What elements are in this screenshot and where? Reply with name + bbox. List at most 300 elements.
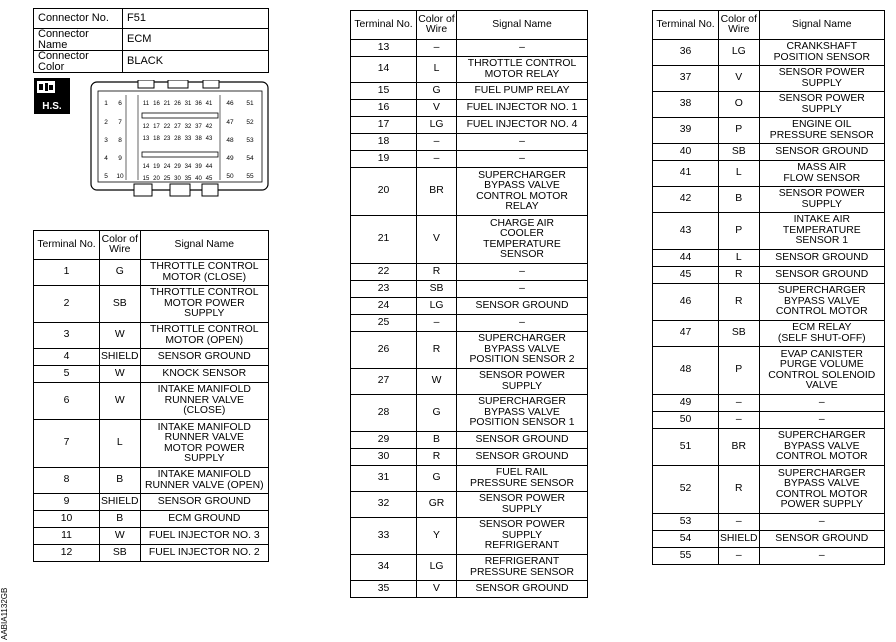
terminal-no-cell: 13 bbox=[351, 40, 417, 57]
pin-number: 47 bbox=[226, 119, 234, 126]
signal-name-cell: MASS AIR FLOW SENSOR bbox=[759, 161, 884, 187]
terminal-no-cell: 48 bbox=[653, 347, 719, 395]
signal-name-cell: ENGINE OIL PRESSURE SENSOR bbox=[759, 118, 884, 144]
wire-color-cell: GR bbox=[417, 492, 457, 518]
pin-number: 8 bbox=[118, 137, 122, 144]
terminal-no-cell: 2 bbox=[34, 286, 100, 323]
signal-name-cell: – bbox=[759, 514, 884, 531]
terminal-no-cell: 4 bbox=[34, 349, 100, 366]
pin-layer bbox=[104, 95, 254, 182]
signal-name-cell: SENSOR POWER SUPPLY bbox=[457, 492, 588, 518]
terminal-header: Terminal No. bbox=[653, 11, 719, 40]
wire-color-cell: R bbox=[719, 466, 760, 514]
terminal-row bbox=[653, 250, 885, 267]
terminal-no-cell: 47 bbox=[653, 321, 719, 347]
terminal-row bbox=[34, 545, 269, 562]
pin-number: 23 bbox=[163, 136, 171, 142]
wire-color-cell: – bbox=[417, 151, 457, 168]
wire-color-cell: W bbox=[100, 366, 141, 383]
terminal-no-cell: 31 bbox=[351, 466, 417, 492]
connector-name-row bbox=[34, 29, 269, 51]
terminal-no-cell: 30 bbox=[351, 449, 417, 466]
terminal-no-cell: 53 bbox=[653, 514, 719, 531]
terminal-no-cell: 46 bbox=[653, 284, 719, 321]
terminal-no-cell: 8 bbox=[34, 468, 100, 494]
signal-name-cell: SENSOR GROUND bbox=[759, 531, 884, 548]
pin-number: 55 bbox=[246, 173, 254, 180]
pin-number: 2 bbox=[104, 119, 108, 126]
wire-color-cell: – bbox=[719, 412, 760, 429]
wire-color-cell: – bbox=[719, 548, 760, 565]
terminal-row bbox=[653, 144, 885, 161]
terminal-no-cell: 39 bbox=[653, 118, 719, 144]
color-header: Color of Wire bbox=[719, 11, 760, 40]
pin-number: 5 bbox=[104, 173, 108, 180]
terminal-row bbox=[653, 548, 885, 565]
terminal-no-cell: 1 bbox=[34, 260, 100, 286]
signal-name-cell: ECM GROUND bbox=[140, 511, 268, 528]
wire-color-cell: V bbox=[417, 216, 457, 264]
signal-name-cell: SENSOR POWER SUPPLY bbox=[759, 92, 884, 118]
terminal-no-cell: 52 bbox=[653, 466, 719, 514]
wire-color-cell: B bbox=[417, 432, 457, 449]
pin-number: 54 bbox=[246, 155, 254, 162]
wire-color-cell: W bbox=[100, 528, 141, 545]
terminal-no-cell: 51 bbox=[653, 429, 719, 466]
signal-name-cell: – bbox=[759, 548, 884, 565]
terminal-row bbox=[653, 284, 885, 321]
terminal-no-cell: 42 bbox=[653, 187, 719, 213]
pin-number: 15 bbox=[142, 176, 150, 182]
wire-color-cell: BR bbox=[417, 168, 457, 216]
terminal-row bbox=[653, 321, 885, 347]
pin-number: 30 bbox=[174, 176, 181, 182]
pin-number: 3 bbox=[104, 137, 108, 144]
wire-color-cell: R bbox=[417, 332, 457, 369]
terminal-no-cell: 3 bbox=[34, 323, 100, 349]
pin-number: 32 bbox=[184, 124, 192, 130]
pin-number: 38 bbox=[195, 136, 202, 142]
pin-number: 46 bbox=[226, 100, 234, 107]
pin-number: 28 bbox=[174, 136, 181, 142]
signal-name-cell: FUEL PUMP RELAY bbox=[457, 83, 588, 100]
terminal-row bbox=[34, 468, 269, 494]
terminal-header: Terminal No. bbox=[34, 231, 100, 260]
wire-color-cell: L bbox=[417, 57, 457, 83]
terminal-row bbox=[34, 323, 269, 349]
terminal-row bbox=[34, 420, 269, 468]
wire-color-cell: G bbox=[417, 395, 457, 432]
terminal-row bbox=[351, 168, 588, 216]
connector-no-label: Connector No. bbox=[34, 9, 123, 29]
header-row bbox=[653, 11, 885, 40]
pin-number: 24 bbox=[163, 164, 171, 170]
terminal-no-cell: 11 bbox=[34, 528, 100, 545]
pin-number: 36 bbox=[195, 101, 202, 107]
terminal-row bbox=[653, 347, 885, 395]
pin-number: 41 bbox=[205, 101, 213, 107]
pin-number: 22 bbox=[163, 124, 171, 130]
pin-number: 34 bbox=[184, 164, 192, 170]
signal-name-cell: FUEL INJECTOR NO. 1 bbox=[457, 100, 588, 117]
terminal-row bbox=[351, 466, 588, 492]
pin-number: 7 bbox=[118, 119, 122, 126]
signal-name-cell: SENSOR POWER SUPPLY bbox=[759, 187, 884, 213]
wire-color-cell: V bbox=[719, 66, 760, 92]
signal-name-cell: ECM RELAY (SELF SHUT-OFF) bbox=[759, 321, 884, 347]
wire-color-cell: – bbox=[719, 395, 760, 412]
terminal-no-cell: 36 bbox=[653, 40, 719, 66]
header-row bbox=[351, 11, 588, 40]
terminal-row bbox=[351, 555, 588, 581]
pin-number: 18 bbox=[153, 136, 160, 142]
wire-color-cell: L bbox=[100, 420, 141, 468]
terminal-no-cell: 6 bbox=[34, 383, 100, 420]
pin-number: 48 bbox=[226, 137, 234, 144]
terminal-no-cell: 34 bbox=[351, 555, 417, 581]
signal-name-cell: SENSOR GROUND bbox=[759, 144, 884, 161]
signal-name-cell: SUPERCHARGER BYPASS VALVE CONTROL MOTOR bbox=[759, 429, 884, 466]
terminal-row bbox=[653, 66, 885, 92]
signal-name-cell: – bbox=[457, 264, 588, 281]
terminal-no-cell: 14 bbox=[351, 57, 417, 83]
terminal-row bbox=[351, 298, 588, 315]
terminal-row bbox=[653, 40, 885, 66]
terminal-row bbox=[351, 151, 588, 168]
wire-color-cell: – bbox=[417, 40, 457, 57]
signal-name-cell: CHARGE AIR COOLER TEMPERATURE SENSOR bbox=[457, 216, 588, 264]
terminal-row bbox=[351, 369, 588, 395]
signal-name-cell: THROTTLE CONTROL MOTOR (CLOSE) bbox=[140, 260, 268, 286]
connector-name-label: Connector Name bbox=[34, 29, 123, 51]
pin-number: 39 bbox=[195, 164, 202, 170]
signal-header: Signal Name bbox=[759, 11, 884, 40]
terminal-row bbox=[653, 429, 885, 466]
wire-color-cell: B bbox=[100, 511, 141, 528]
pin-number: 35 bbox=[184, 176, 192, 182]
pin-number: 52 bbox=[246, 119, 254, 126]
wire-color-cell: P bbox=[719, 213, 760, 250]
terminal-row bbox=[351, 57, 588, 83]
color-header: Color of Wire bbox=[100, 231, 141, 260]
pin-number: 21 bbox=[163, 101, 171, 107]
signal-name-cell: SENSOR GROUND bbox=[457, 449, 588, 466]
terminal-row bbox=[653, 395, 885, 412]
terminal-row bbox=[351, 518, 588, 555]
connector-no-value: F51 bbox=[123, 9, 269, 29]
hs-label: H.S. bbox=[42, 101, 62, 112]
terminal-no-cell: 55 bbox=[653, 548, 719, 565]
terminal-no-cell: 37 bbox=[653, 66, 719, 92]
signal-name-cell: SUPERCHARGER BYPASS VALVE POSITION SENSOR 2 bbox=[457, 332, 588, 369]
pin-number: 49 bbox=[226, 155, 234, 162]
pin-number: 51 bbox=[246, 100, 254, 107]
terminal-row bbox=[34, 349, 269, 366]
signal-name-cell: SENSOR GROUND bbox=[759, 267, 884, 284]
wire-color-cell: SB bbox=[719, 321, 760, 347]
pin-number: 14 bbox=[142, 164, 150, 170]
pin-number: 40 bbox=[195, 176, 202, 182]
wire-color-cell: SHIELD bbox=[100, 349, 141, 366]
terminal-no-cell: 10 bbox=[34, 511, 100, 528]
signal-name-cell: EVAP CANISTER PURGE VOLUME CONTROL SOLENOID VALVE bbox=[759, 347, 884, 395]
terminal-no-cell: 33 bbox=[351, 518, 417, 555]
terminal-row bbox=[351, 449, 588, 466]
terminal-no-cell: 32 bbox=[351, 492, 417, 518]
wire-color-cell: W bbox=[417, 369, 457, 395]
hand-spanner-icon bbox=[34, 78, 70, 114]
terminal-no-cell: 44 bbox=[653, 250, 719, 267]
terminal-no-cell: 38 bbox=[653, 92, 719, 118]
signal-name-cell: – bbox=[457, 40, 588, 57]
terminal-row bbox=[351, 492, 588, 518]
wire-color-cell: – bbox=[719, 514, 760, 531]
terminal-no-cell: 21 bbox=[351, 216, 417, 264]
terminal-row bbox=[351, 581, 588, 598]
wire-color-cell: – bbox=[417, 134, 457, 151]
connector-name-value: ECM bbox=[123, 29, 269, 51]
wire-color-cell: O bbox=[719, 92, 760, 118]
signal-name-cell: – bbox=[457, 151, 588, 168]
wire-color-cell: LG bbox=[719, 40, 760, 66]
terminal-no-cell: 12 bbox=[34, 545, 100, 562]
wire-color-cell: SB bbox=[100, 286, 141, 323]
signal-name-cell: – bbox=[759, 412, 884, 429]
terminal-no-cell: 26 bbox=[351, 332, 417, 369]
pin-number: 44 bbox=[205, 164, 213, 170]
terminal-no-cell: 27 bbox=[351, 369, 417, 395]
wire-color-cell: L bbox=[719, 161, 760, 187]
pin-number: 4 bbox=[104, 155, 108, 162]
signal-name-cell: THROTTLE CONTROL MOTOR RELAY bbox=[457, 57, 588, 83]
signal-name-cell: – bbox=[457, 315, 588, 332]
terminal-row bbox=[34, 511, 269, 528]
pin-number: 19 bbox=[153, 164, 160, 170]
signal-name-cell: FUEL INJECTOR NO. 4 bbox=[457, 117, 588, 134]
pin-number: 43 bbox=[205, 136, 213, 142]
pin-number: 50 bbox=[226, 173, 234, 180]
figure-code: AABIA1132GB bbox=[0, 587, 9, 640]
terminal-row bbox=[34, 528, 269, 545]
signal-name-cell: SENSOR POWER SUPPLY REFRIGERANT bbox=[457, 518, 588, 555]
signal-name-cell: INTAKE MANIFOLD RUNNER VALVE MOTOR POWER SUPPLY bbox=[140, 420, 268, 468]
pin-number: 45 bbox=[205, 176, 213, 182]
signal-name-cell: CRANKSHAFT POSITION SENSOR bbox=[759, 40, 884, 66]
signal-name-cell: INTAKE AIR TEMPERATURE SENSOR 1 bbox=[759, 213, 884, 250]
signal-name-cell: SENSOR GROUND bbox=[759, 250, 884, 267]
terminal-row bbox=[653, 267, 885, 284]
terminal-no-cell: 20 bbox=[351, 168, 417, 216]
terminal-row bbox=[653, 118, 885, 144]
wire-color-cell: LG bbox=[417, 555, 457, 581]
terminal-no-cell: 54 bbox=[653, 531, 719, 548]
terminal-row bbox=[653, 531, 885, 548]
pin-number: 37 bbox=[195, 124, 202, 130]
signal-name-cell: – bbox=[457, 134, 588, 151]
pin-number: 12 bbox=[142, 124, 150, 130]
pin-number: 10 bbox=[116, 173, 124, 180]
terminal-row bbox=[351, 117, 588, 134]
terminal-row bbox=[653, 466, 885, 514]
signal-name-cell: SENSOR GROUND bbox=[457, 581, 588, 598]
pin-number: 27 bbox=[174, 124, 181, 130]
terminal-no-cell: 5 bbox=[34, 366, 100, 383]
terminal-row bbox=[653, 161, 885, 187]
terminal-row bbox=[351, 315, 588, 332]
signal-name-cell: SENSOR GROUND bbox=[457, 298, 588, 315]
terminal-table-3 bbox=[652, 10, 885, 565]
terminal-header: Terminal No. bbox=[351, 11, 417, 40]
wire-color-cell: SHIELD bbox=[100, 494, 141, 511]
terminal-no-cell: 29 bbox=[351, 432, 417, 449]
terminal-row bbox=[351, 40, 588, 57]
wire-color-cell: G bbox=[417, 83, 457, 100]
terminal-no-cell: 15 bbox=[351, 83, 417, 100]
wire-color-cell: SB bbox=[100, 545, 141, 562]
signal-name-cell: THROTTLE CONTROL MOTOR (OPEN) bbox=[140, 323, 268, 349]
signal-name-cell: SUPERCHARGER BYPASS VALVE POSITION SENSOR 1 bbox=[457, 395, 588, 432]
signal-name-cell: SUPERCHARGER BYPASS VALVE CONTROL MOTOR bbox=[759, 284, 884, 321]
wire-color-cell: SHIELD bbox=[719, 531, 760, 548]
terminal-row bbox=[653, 514, 885, 531]
pin-number: 17 bbox=[153, 124, 160, 130]
terminal-no-cell: 17 bbox=[351, 117, 417, 134]
signal-name-cell: FUEL RAIL PRESSURE SENSOR bbox=[457, 466, 588, 492]
wire-color-cell: V bbox=[417, 100, 457, 117]
pin-number: 53 bbox=[246, 137, 254, 144]
signal-name-cell: INTAKE MANIFOLD RUNNER VALVE (CLOSE) bbox=[140, 383, 268, 420]
signal-header: Signal Name bbox=[457, 11, 588, 40]
connector-color-value: BLACK bbox=[123, 51, 269, 73]
signal-name-cell: INTAKE MANIFOLD RUNNER VALVE (OPEN) bbox=[140, 468, 268, 494]
signal-name-cell: SENSOR POWER SUPPLY bbox=[457, 369, 588, 395]
signal-name-cell: SENSOR POWER SUPPLY bbox=[759, 66, 884, 92]
wire-color-cell: P bbox=[719, 347, 760, 395]
signal-name-cell: SUPERCHARGER BYPASS VALVE CONTROL MOTOR POWER SUPPLY bbox=[759, 466, 884, 514]
pin-number: 25 bbox=[163, 176, 171, 182]
wire-color-cell: W bbox=[100, 383, 141, 420]
terminal-no-cell: 22 bbox=[351, 264, 417, 281]
signal-name-cell: FUEL INJECTOR NO. 3 bbox=[140, 528, 268, 545]
wire-color-cell: G bbox=[100, 260, 141, 286]
wire-color-cell: Y bbox=[417, 518, 457, 555]
color-header: Color of Wire bbox=[417, 11, 457, 40]
signal-name-cell: SENSOR GROUND bbox=[140, 349, 268, 366]
terminal-row bbox=[351, 134, 588, 151]
terminal-no-cell: 41 bbox=[653, 161, 719, 187]
wire-color-cell: B bbox=[100, 468, 141, 494]
terminal-row bbox=[351, 83, 588, 100]
pin-number: 11 bbox=[142, 101, 150, 107]
terminal-row bbox=[351, 100, 588, 117]
terminal-row bbox=[653, 213, 885, 250]
pin-number: 16 bbox=[153, 101, 160, 107]
terminal-row bbox=[351, 332, 588, 369]
wire-color-cell: – bbox=[417, 315, 457, 332]
terminal-no-cell: 19 bbox=[351, 151, 417, 168]
wire-color-cell: P bbox=[719, 118, 760, 144]
terminal-row bbox=[653, 187, 885, 213]
terminal-row bbox=[34, 383, 269, 420]
pin-number: 6 bbox=[118, 100, 122, 107]
wire-color-cell: G bbox=[417, 466, 457, 492]
terminal-row bbox=[351, 216, 588, 264]
pin-number: 42 bbox=[205, 124, 213, 130]
signal-name-cell: SENSOR GROUND bbox=[140, 494, 268, 511]
pin-number: 26 bbox=[174, 101, 181, 107]
terminal-no-cell: 28 bbox=[351, 395, 417, 432]
terminal-no-cell: 35 bbox=[351, 581, 417, 598]
signal-name-cell: SENSOR GROUND bbox=[457, 432, 588, 449]
wire-color-cell: R bbox=[417, 264, 457, 281]
terminal-row bbox=[351, 395, 588, 432]
signal-name-cell: – bbox=[457, 281, 588, 298]
connector-color-row bbox=[34, 51, 269, 73]
signal-header: Signal Name bbox=[140, 231, 268, 260]
wire-color-cell: R bbox=[719, 267, 760, 284]
terminal-row bbox=[34, 286, 269, 323]
wire-color-cell: L bbox=[719, 250, 760, 267]
terminal-row bbox=[351, 281, 588, 298]
pin-number: 13 bbox=[142, 136, 150, 142]
terminal-no-cell: 25 bbox=[351, 315, 417, 332]
pin-number: 31 bbox=[184, 101, 192, 107]
terminal-no-cell: 24 bbox=[351, 298, 417, 315]
wire-color-cell: R bbox=[417, 449, 457, 466]
wire-color-cell: R bbox=[719, 284, 760, 321]
wire-color-cell: SB bbox=[417, 281, 457, 298]
pin-number: 1 bbox=[104, 100, 108, 107]
terminal-row bbox=[34, 494, 269, 511]
connector-pin-diagram bbox=[90, 80, 270, 200]
terminal-row bbox=[34, 366, 269, 383]
terminal-no-cell: 18 bbox=[351, 134, 417, 151]
signal-name-cell: SUPERCHARGER BYPASS VALVE CONTROL MOTOR RELAY bbox=[457, 168, 588, 216]
connector-no-row bbox=[34, 9, 269, 29]
terminal-row bbox=[34, 260, 269, 286]
terminal-no-cell: 16 bbox=[351, 100, 417, 117]
pin-number: 33 bbox=[184, 136, 192, 142]
connector-color-label: Connector Color bbox=[34, 51, 123, 73]
pin-number: 29 bbox=[174, 164, 181, 170]
terminal-no-cell: 45 bbox=[653, 267, 719, 284]
pin-number: 9 bbox=[118, 155, 122, 162]
terminal-row bbox=[653, 92, 885, 118]
terminal-no-cell: 50 bbox=[653, 412, 719, 429]
terminal-no-cell: 9 bbox=[34, 494, 100, 511]
terminal-no-cell: 49 bbox=[653, 395, 719, 412]
terminal-row bbox=[351, 264, 588, 281]
terminal-no-cell: 43 bbox=[653, 213, 719, 250]
terminal-no-cell: 40 bbox=[653, 144, 719, 161]
wire-color-cell: V bbox=[417, 581, 457, 598]
header-row bbox=[34, 231, 269, 260]
signal-name-cell: THROTTLE CONTROL MOTOR POWER SUPPLY bbox=[140, 286, 268, 323]
terminal-table-1 bbox=[33, 230, 269, 562]
pin-number: 20 bbox=[153, 176, 160, 182]
connector-info-table bbox=[33, 8, 269, 73]
wire-color-cell: BR bbox=[719, 429, 760, 466]
terminal-table-2 bbox=[350, 10, 588, 598]
signal-name-cell: FUEL INJECTOR NO. 2 bbox=[140, 545, 268, 562]
terminal-row bbox=[653, 412, 885, 429]
terminal-row bbox=[351, 432, 588, 449]
signal-name-cell: REFRIGERANT PRESSURE SENSOR bbox=[457, 555, 588, 581]
terminal-no-cell: 7 bbox=[34, 420, 100, 468]
signal-name-cell: KNOCK SENSOR bbox=[140, 366, 268, 383]
terminal-no-cell: 23 bbox=[351, 281, 417, 298]
wire-color-cell: SB bbox=[719, 144, 760, 161]
